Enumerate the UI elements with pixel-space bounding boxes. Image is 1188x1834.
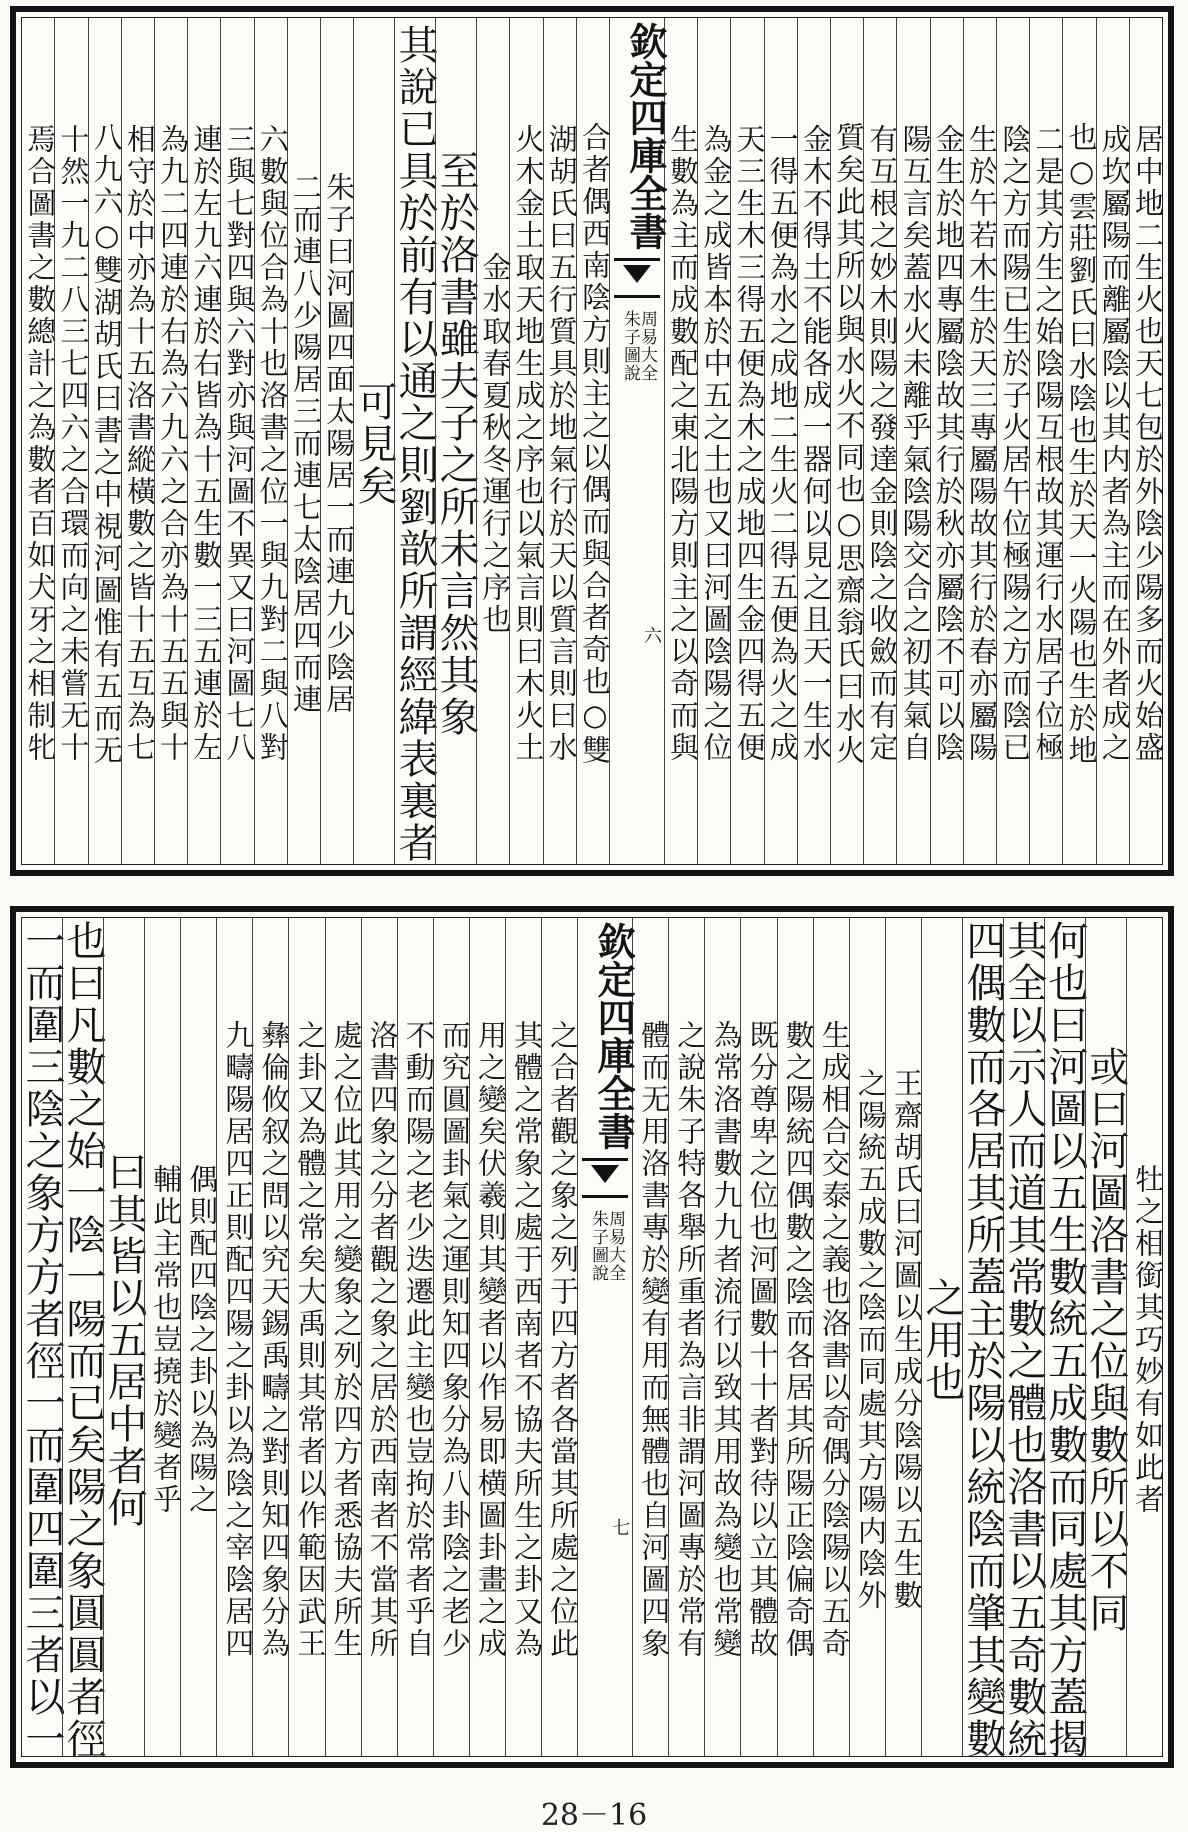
- text-column: [154, 18, 191, 864]
- column-text: 其全以示人而道其常數之體也洛書以五奇數統: [1000, 920, 1047, 1760]
- column-text: 朱子曰河圖四面太陽居一而連九少陰居: [322, 172, 357, 716]
- text-column: [730, 18, 767, 864]
- column-text: 其體之常象之處于西南者不協夫所生之卦又為: [510, 1020, 545, 1660]
- text-column: [541, 918, 581, 1756]
- column-text: 也○雲莊劉氏曰水陰也生於天一火陽也生於地: [1064, 121, 1099, 767]
- text-column: [54, 18, 91, 864]
- column-text: 十然一九二八三七四六之合環而向之未嘗无十: [56, 124, 91, 764]
- page-number: 28－16: [540, 1798, 648, 1833]
- text-column: [509, 18, 546, 864]
- text-column: [664, 18, 701, 864]
- text-column: [764, 18, 800, 864]
- column-text: 體而无用洛書專於變有用而無體也自河圖四象: [637, 1020, 672, 1660]
- fold-book-title: 周易大全: [605, 1210, 626, 1282]
- column-text: 生成相合交泰之義也洛書以奇偶分陰陽以五奇: [817, 1020, 852, 1660]
- column-text: 數之陽統四偶數之陰而各居其所陽正陰偏奇偶: [781, 1020, 816, 1660]
- column-text: 陽互言矣蓋水火未離乎氣陰陽交合之初其氣自: [898, 124, 933, 764]
- text-column: [1096, 18, 1132, 864]
- top-leaf: [10, 6, 1174, 876]
- fold-section-title: 朱子圖說: [588, 1210, 609, 1282]
- column-text: 洛書四象之分者觀之象之居於西南者不當其所: [365, 1020, 400, 1660]
- column-text: 之合者觀之象之列于四方者各當其所處之位此: [546, 1020, 581, 1660]
- column-text: 六數與位合為十也洛書之位一與九對二與八對: [255, 124, 290, 764]
- column-text: 之說朱子特各舉所重者為言非謂河圖專於常有: [673, 1020, 708, 1660]
- center-fold: [577, 918, 637, 1756]
- column-text: 用之變矣伏羲則其變者以作易即横圖卦畫之成: [473, 1020, 508, 1660]
- text-column: [849, 918, 888, 1756]
- column-text: 三與七對四與六對亦與河圖不異又曰河圖七八: [222, 124, 257, 764]
- text-column: [797, 18, 833, 864]
- text-column: [1029, 18, 1066, 864]
- text-column: [959, 918, 1006, 1760]
- column-text: 之陽統五成數之陰而同處其方陽内陰外: [853, 1068, 888, 1612]
- fold-page-number: 六: [640, 626, 662, 644]
- fold-title: 欽定四庫全書: [591, 922, 637, 1150]
- column-text: 偶則配四陰之卦以為陽之: [185, 1164, 220, 1516]
- column-text: 二而連八少陽居三而連七太陰居四而連: [288, 172, 323, 716]
- text-column: [392, 18, 439, 864]
- column-text: 牡之相銜其巧妙有如此者: [1131, 1164, 1165, 1516]
- text-column: [505, 918, 545, 1756]
- center-fold: [609, 18, 668, 864]
- top-text-frame: [21, 17, 1163, 865]
- text-column: [433, 918, 472, 1756]
- text-column: [101, 918, 148, 1756]
- column-text: 也曰凡數之始一陰一陽而已矣陽之象圓圓者徑: [60, 920, 107, 1760]
- text-column: [1041, 918, 1088, 1760]
- text-column: [287, 18, 323, 864]
- fold-section-title: 朱子圖說: [619, 310, 640, 382]
- column-text: 為九二四連於右為六九六之合亦為十五五與十: [156, 124, 191, 764]
- text-column: [830, 18, 867, 864]
- text-column: [863, 18, 900, 864]
- column-text: 為金之成皆本於中五之土也又曰河圖陰陽之位: [699, 124, 734, 764]
- column-text: 陰之方而陽已生於子火居午位極陽之方而陰已: [998, 124, 1033, 764]
- text-column: [187, 18, 224, 864]
- text-column: [469, 918, 508, 1756]
- text-column: [1062, 18, 1099, 864]
- column-text: 天三生木三得五便為木之成地四生金四得五便: [732, 124, 767, 764]
- fold-book-title: 周易大全: [636, 310, 657, 382]
- column-text: 輔此主常也豈撓於變者乎: [149, 1164, 184, 1516]
- text-column: [216, 918, 256, 1756]
- column-text: 金生於地四專屬陰故其行於秋亦屬陰不可以陰: [931, 124, 966, 764]
- text-column: [813, 918, 852, 1756]
- fishtail-mark-icon: [614, 258, 660, 298]
- column-text: 一而圍三陰之象方方者徑一而圍四圍三者以一: [19, 920, 66, 1760]
- column-text: 生於午若木生於天三專屬陽故其行於春亦屬陽: [964, 124, 999, 764]
- text-column: [88, 18, 124, 864]
- column-text: 至於洛書雖夫子之所未言然其象: [433, 150, 480, 738]
- text-column: [351, 18, 398, 864]
- text-column: [476, 18, 513, 864]
- column-text: 之卦又為體之常矣大禹則其常者以作範因武王: [293, 1020, 328, 1660]
- text-column: [576, 18, 612, 864]
- column-text: 可見矣: [351, 381, 398, 507]
- column-text: 為常洛書數九九者流行以致其用故為變也常變: [709, 1020, 744, 1660]
- text-column: [1126, 918, 1165, 1756]
- text-column: [740, 918, 780, 1756]
- text-column: [121, 18, 157, 864]
- column-text: 九疇陽居四正則配四陽之卦以為陰之宰陰居四: [221, 1020, 256, 1660]
- text-column: [1082, 918, 1129, 1756]
- column-text: 彝倫攸叙之問以究天錫禹疇之對則知四象分為: [257, 1020, 292, 1660]
- text-column: [144, 918, 184, 1756]
- column-text: 金水取春夏秋冬運行之序也: [478, 252, 513, 636]
- column-text: 一得五便為水之成地二生火二得五便為火之成: [765, 124, 800, 764]
- text-column: [254, 18, 290, 864]
- text-column: [433, 18, 480, 864]
- text-column: [963, 18, 999, 864]
- column-text: 八九六○雙湖胡氏曰書之中視河圖惟有五而无: [89, 121, 124, 767]
- column-text: 合者偶西南陰方則主之以偶而與合者奇也○雙: [577, 121, 612, 767]
- text-column: [996, 18, 1033, 864]
- column-text: 焉合圖書之數總計之為數者百如犬牙之相制牝: [23, 124, 58, 764]
- column-text: 成坎屬陽而離屬陰以其内者為主而在外者成之: [1097, 124, 1132, 764]
- column-text: 火木金土取天地生成之序也以氣言則曰木火土: [511, 124, 546, 764]
- text-column: [632, 918, 672, 1756]
- fold-title: 欽定四庫全書: [622, 22, 668, 250]
- column-text: 二是其方生之始陰陽互根故其運行水居子位極: [1031, 124, 1066, 764]
- text-column: [704, 918, 744, 1756]
- text-column: [918, 918, 965, 1756]
- column-text: 之用也: [918, 1277, 965, 1403]
- text-column: [896, 18, 933, 864]
- column-text: 而究圓圖卦氣之運則知四象分為八卦陰之老少: [437, 1020, 472, 1660]
- text-column: [668, 918, 708, 1756]
- column-text: 處之位此其用之變象之列於四方者悉協夫所生: [329, 1020, 364, 1660]
- column-text: 不動而陽之老少迭遷此主變也豈拘於常者乎自: [401, 1020, 436, 1660]
- fold-page-number: 七: [609, 1518, 631, 1536]
- text-column: [777, 918, 816, 1756]
- column-text: 居中地二生火也天七包於外陰少陽多而火始盛: [1131, 124, 1165, 764]
- text-column: [543, 18, 579, 864]
- column-text: 曰其皆以五居中者何: [101, 1151, 148, 1529]
- bottom-text-frame: [19, 917, 1165, 1760]
- column-text: 相守於中亦為十五洛書縱橫數之皆十五互為七: [122, 124, 157, 764]
- text-column: [220, 18, 257, 864]
- fishtail-mark-icon: [582, 1158, 628, 1198]
- column-text: 其說已具於前有以通之則劉歆所謂經緯表裏者: [392, 24, 439, 864]
- text-column: [288, 918, 328, 1756]
- text-column: [697, 18, 734, 864]
- text-column: [1000, 918, 1047, 1760]
- column-text: 連於左九六連於右皆為十五生數一三五連於左: [189, 124, 224, 764]
- text-column: [22, 18, 58, 864]
- column-text: 或曰河圖洛書之位與數所以不同: [1082, 1046, 1129, 1634]
- text-column: [180, 918, 220, 1756]
- text-column: [320, 18, 357, 864]
- text-column: [60, 918, 107, 1760]
- text-column: [252, 918, 292, 1756]
- text-column: [397, 918, 436, 1756]
- bottom-leaf: [10, 906, 1174, 1768]
- text-column: [325, 918, 364, 1756]
- column-text: 金木不得土不能各成一器何以見之且天一生水: [798, 124, 833, 764]
- column-text: 何也曰河圖以五生數統五成數而同處其方蓋揭: [1041, 920, 1088, 1760]
- column-text: 王齋胡氏曰河圖以生成分陰陽以五生數: [889, 1068, 924, 1612]
- column-text: 既分尊卑之位也河圖數十十者對待以立其體故: [745, 1020, 780, 1660]
- column-text: 湖胡氏曰五行質具於地氣行於天以質言則曰水: [544, 124, 579, 764]
- text-column: [1129, 18, 1165, 864]
- column-text: 生數為主而成數配之東北陽方則主之以奇而與: [666, 124, 701, 764]
- text-column: [930, 18, 966, 864]
- column-text: 質矣此其所以與水火不同也○思齋翁氏曰水火: [832, 121, 867, 767]
- text-column: [19, 918, 66, 1760]
- column-text: 有互根之妙木則陽之發達金則陰之收斂而有定: [865, 124, 900, 764]
- text-column: [361, 918, 400, 1756]
- text-column: [885, 918, 924, 1756]
- column-text: 四偶數而各居其所蓋主於陽以統陰而肇其變數: [959, 920, 1006, 1760]
